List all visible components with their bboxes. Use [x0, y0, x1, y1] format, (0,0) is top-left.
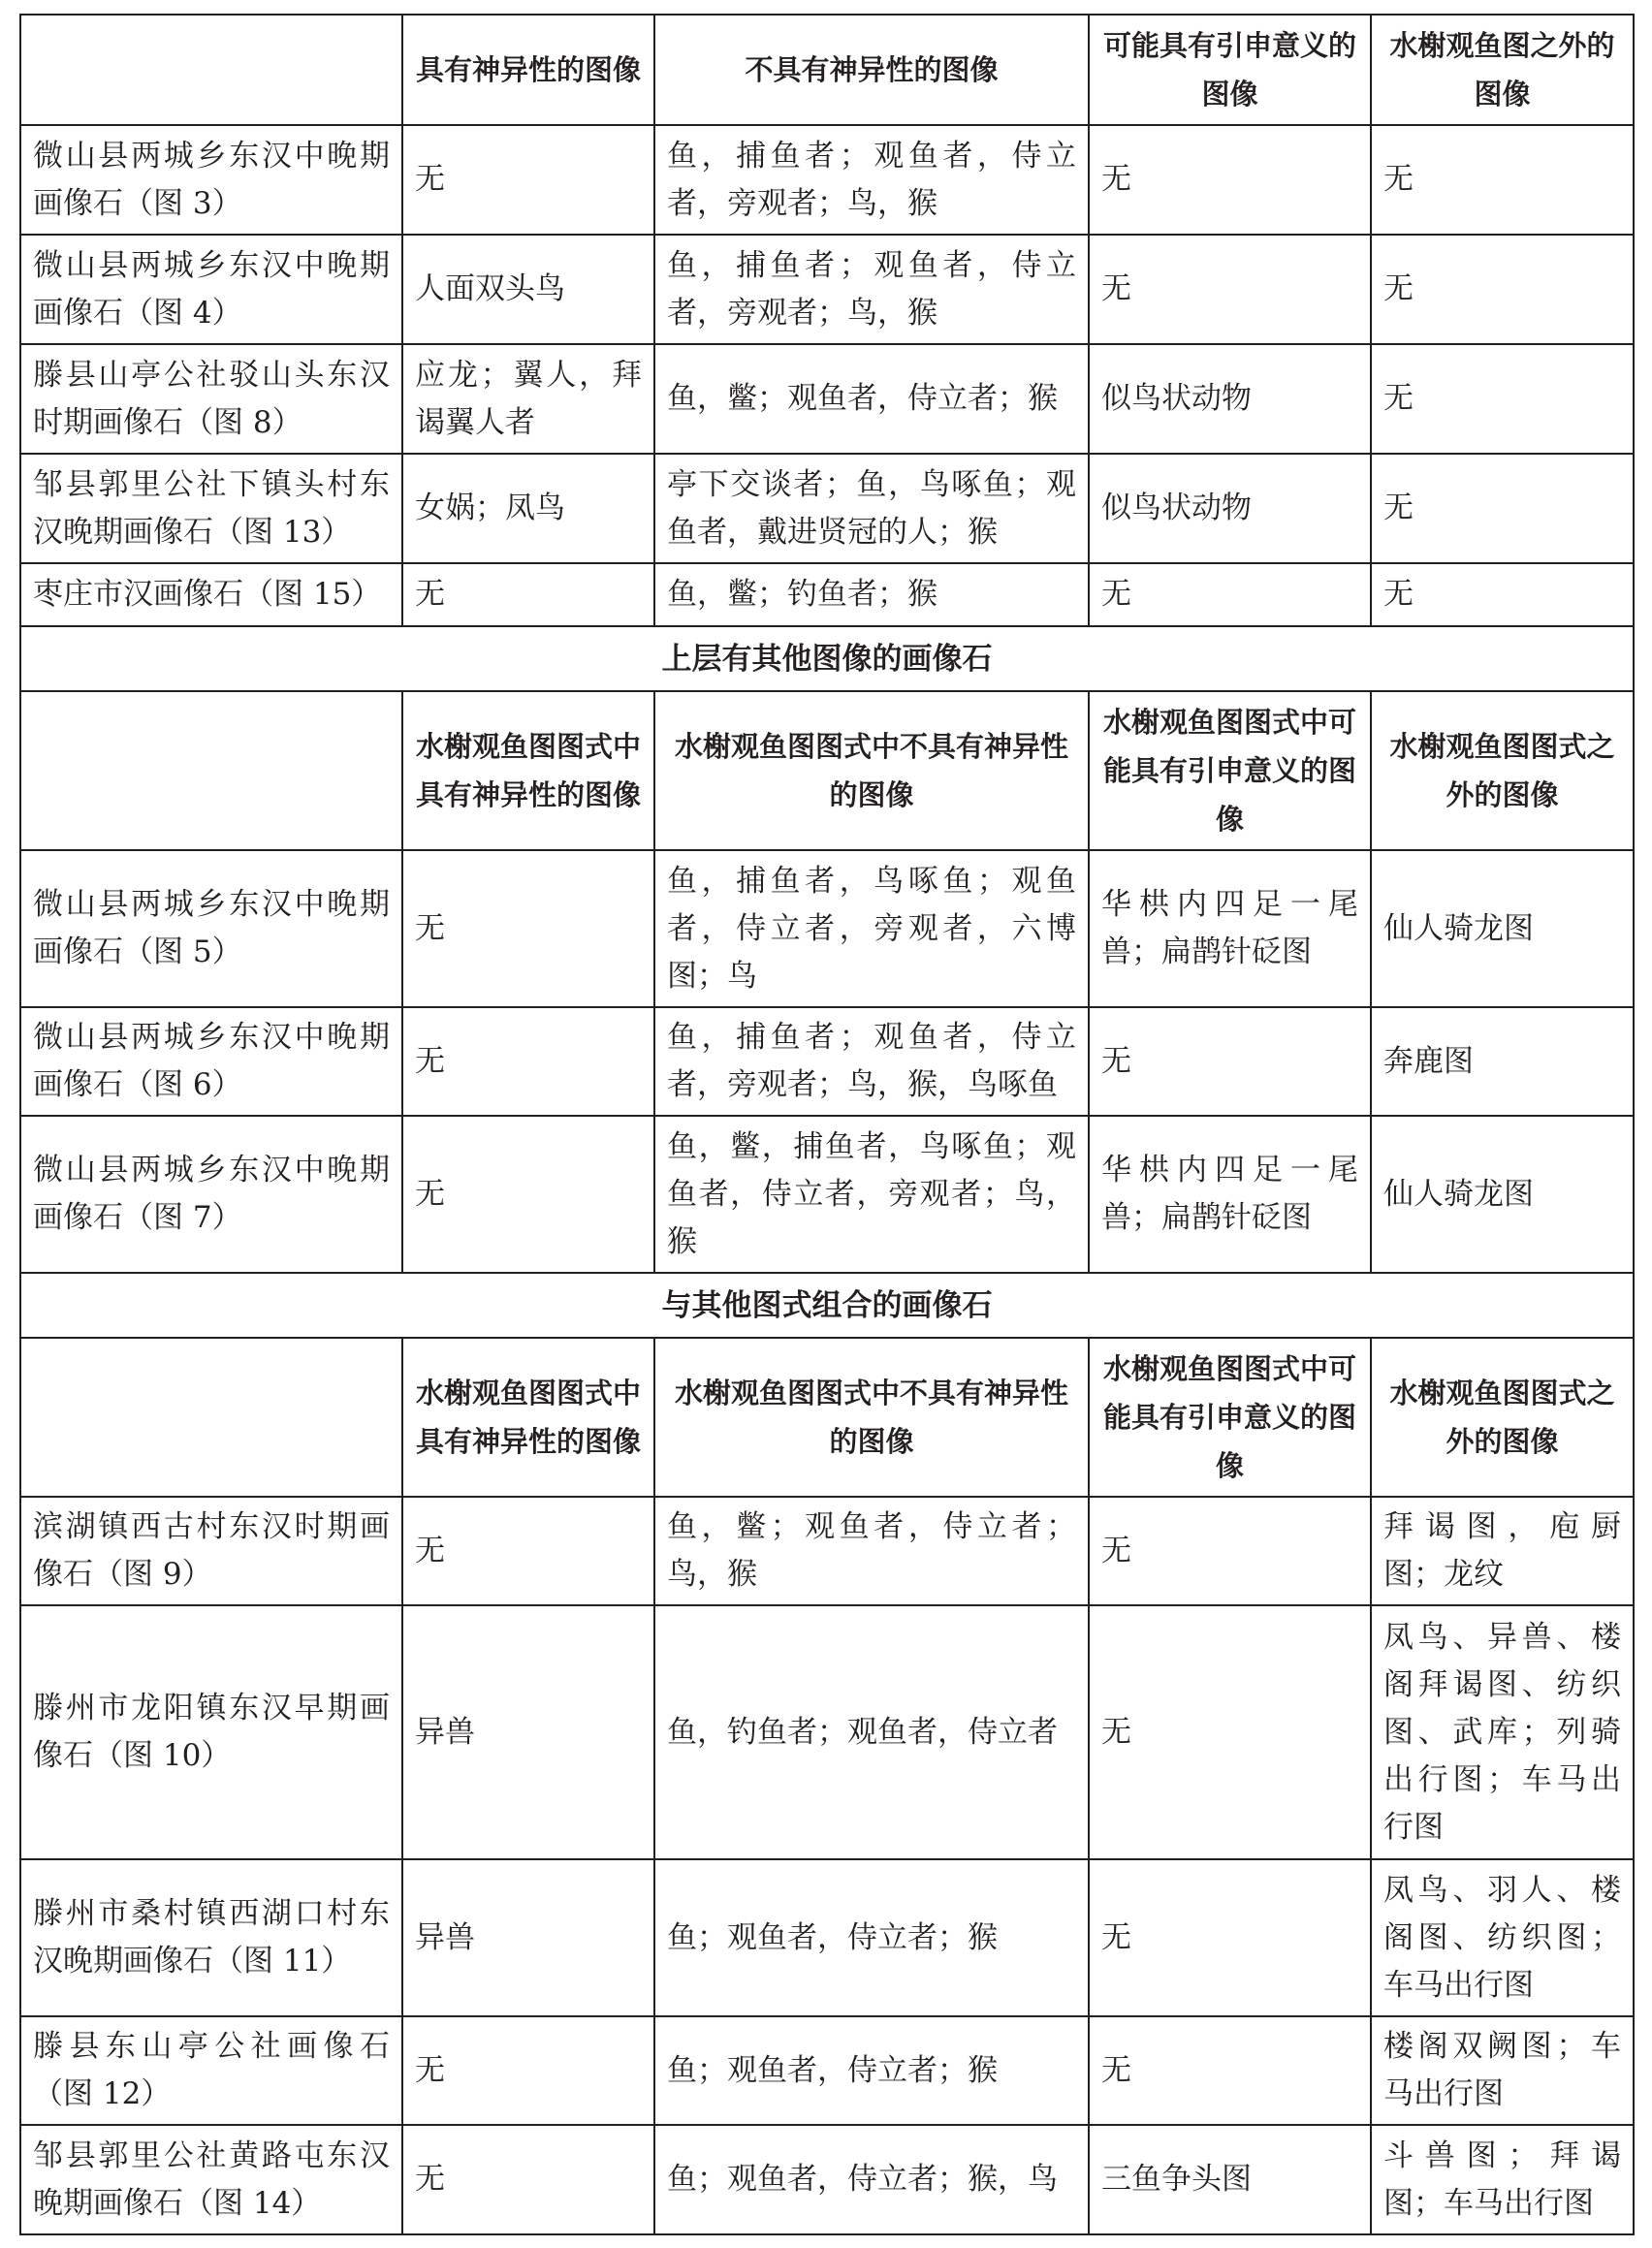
outside-scene-cell: 无: [1371, 454, 1634, 563]
outside-scene-cell: 奔鹿图: [1371, 1007, 1634, 1116]
header-cell-outside-scene: 水榭观鱼图图式之外的图像: [1371, 691, 1634, 850]
divine-cell: 无: [402, 563, 654, 626]
divine-cell: 女娲；凤鸟: [402, 454, 654, 563]
header-cell-outside-scene: 水榭观鱼图之外的图像: [1371, 15, 1634, 125]
divine-cell: 无: [402, 125, 654, 235]
stone-name-cell: 微山县两城乡东汉中晚期画像石（图 3）: [20, 125, 402, 235]
header-cell-extended-meaning: 可能具有引申意义的图像: [1089, 15, 1371, 125]
non-divine-cell: 鱼，鳖，捕鱼者，鸟啄鱼；观鱼者，侍立者，旁观者；鸟，猴: [654, 1116, 1089, 1273]
table-row: [20, 563, 1634, 626]
non-divine-cell: 鱼，鳖；钓鱼者；猴: [654, 563, 1089, 626]
stone-name-cell: 枣庄市汉画像石（图 15）: [20, 563, 402, 626]
non-divine-cell: 鱼，捕鱼者；观鱼者，侍立者，旁观者；鸟，猴，鸟啄鱼: [654, 1007, 1089, 1116]
extended-meaning-cell: 无: [1089, 235, 1371, 344]
non-divine-cell: 亭下交谈者；鱼，鸟啄鱼；观鱼者，戴进贤冠的人；猴: [654, 454, 1089, 563]
table-row: [20, 1859, 1634, 2016]
stone-name-cell: 滨湖镇西古村东汉时期画像石（图 9）: [20, 1497, 402, 1605]
table-row: [20, 850, 1634, 1007]
outside-scene-cell: 无: [1371, 563, 1634, 626]
header-cell-divine: 水榭观鱼图图式中具有神异性的图像: [402, 1338, 654, 1497]
extended-meaning-cell: 三鱼争头图: [1089, 2125, 1371, 2234]
table-row: [20, 1497, 1634, 1605]
stone-name-cell: 滕县山亭公社驳山头东汉时期画像石（图 8）: [20, 344, 402, 454]
header-cell-empty: [20, 1338, 402, 1497]
stone-name-cell: 微山县两城乡东汉中晚期画像石（图 5）: [20, 850, 402, 1007]
stone-name-cell: 滕州市桑村镇西湖口村东汉晚期画像石（图 11）: [20, 1859, 402, 2016]
header-row-3: [20, 1338, 1634, 1497]
table-row: [20, 1605, 1634, 1859]
divine-cell: 人面双头鸟: [402, 235, 654, 344]
table-row: [20, 125, 1634, 235]
table-row: [20, 1007, 1634, 1116]
section-title-upper-layer: 上层有其他图像的画像石: [20, 626, 1634, 691]
header-cell-divine: 具有神异性的图像: [402, 15, 654, 125]
extended-meaning-cell: 似鸟状动物: [1089, 454, 1371, 563]
section-row: [20, 626, 1634, 691]
section-row: [20, 1273, 1634, 1338]
non-divine-cell: 鱼；观鱼者，侍立者；猴: [654, 2016, 1089, 2125]
header-cell-non-divine: 不具有神异性的图像: [654, 15, 1089, 125]
outside-scene-cell: 凤鸟、异兽、楼阁拜谒图、纺织图、武库；列骑出行图；车马出行图: [1371, 1605, 1634, 1859]
header-cell-extended-meaning: 水榭观鱼图图式中可能具有引申意义的图像: [1089, 691, 1371, 850]
non-divine-cell: 鱼，鳖；观鱼者，侍立者；鸟，猴: [654, 1497, 1089, 1605]
extended-meaning-cell: 无: [1089, 1605, 1371, 1859]
header-cell-divine: 水榭观鱼图图式中具有神异性的图像: [402, 691, 654, 850]
header-cell-extended-meaning: 水榭观鱼图图式中可能具有引申意义的图像: [1089, 1338, 1371, 1497]
extended-meaning-cell: 无: [1089, 1007, 1371, 1116]
header-row-2: [20, 691, 1634, 850]
divine-cell: 无: [402, 2016, 654, 2125]
extended-meaning-cell: 无: [1089, 125, 1371, 235]
outside-scene-cell: 楼阁双阙图；车马出行图: [1371, 2016, 1634, 2125]
image-classification-table: [19, 14, 1635, 2235]
divine-cell: 应龙；翼人，拜谒翼人者: [402, 344, 654, 454]
outside-scene-cell: 无: [1371, 125, 1634, 235]
stone-name-cell: 邹县郭里公社黄路屯东汉晚期画像石（图 14）: [20, 2125, 402, 2234]
divine-cell: 无: [402, 1007, 654, 1116]
divine-cell: 异兽: [402, 1859, 654, 2016]
outside-scene-cell: 斗兽图；拜谒图；车马出行图: [1371, 2125, 1634, 2234]
outside-scene-cell: 凤鸟、羽人、楼阁图、纺织图；车马出行图: [1371, 1859, 1634, 2016]
table-row: [20, 2016, 1634, 2125]
stone-name-cell: 微山县两城乡东汉中晚期画像石（图 7）: [20, 1116, 402, 1273]
divine-cell: 异兽: [402, 1605, 654, 1859]
outside-scene-cell: 拜谒图，庖厨图；龙纹: [1371, 1497, 1634, 1605]
divine-cell: 无: [402, 1116, 654, 1273]
stone-name-cell: 邹县郭里公社下镇头村东汉晚期画像石（图 13）: [20, 454, 402, 563]
outside-scene-cell: 无: [1371, 344, 1634, 454]
divine-cell: 无: [402, 1497, 654, 1605]
header-cell-outside-scene: 水榭观鱼图图式之外的图像: [1371, 1338, 1634, 1497]
table-row: [20, 1116, 1634, 1273]
header-cell-non-divine: 水榭观鱼图图式中不具有神异性的图像: [654, 1338, 1089, 1497]
divine-cell: 无: [402, 2125, 654, 2234]
extended-meaning-cell: 无: [1089, 1859, 1371, 2016]
extended-meaning-cell: 似鸟状动物: [1089, 344, 1371, 454]
divine-cell: 无: [402, 850, 654, 1007]
table-row: [20, 235, 1634, 344]
stone-name-cell: 滕州市龙阳镇东汉早期画像石（图 10）: [20, 1605, 402, 1859]
non-divine-cell: 鱼，捕鱼者，鸟啄鱼；观鱼者，侍立者，旁观者，六博图；鸟: [654, 850, 1089, 1007]
table-row: [20, 454, 1634, 563]
header-cell-non-divine: 水榭观鱼图图式中不具有神异性的图像: [654, 691, 1089, 850]
stone-name-cell: 微山县两城乡东汉中晚期画像石（图 6）: [20, 1007, 402, 1116]
table-row: [20, 344, 1634, 454]
header-cell-empty: [20, 691, 402, 850]
stone-name-cell: 滕县东山亭公社画像石（图 12）: [20, 2016, 402, 2125]
table-row: [20, 2125, 1634, 2234]
extended-meaning-cell: 无: [1089, 563, 1371, 626]
extended-meaning-cell: 无: [1089, 2016, 1371, 2125]
header-cell-empty: [20, 15, 402, 125]
stone-name-cell: 微山县两城乡东汉中晚期画像石（图 4）: [20, 235, 402, 344]
non-divine-cell: 鱼，捕鱼者；观鱼者，侍立者，旁观者；鸟，猴: [654, 235, 1089, 344]
non-divine-cell: 鱼；观鱼者，侍立者；猴，鸟: [654, 2125, 1089, 2234]
non-divine-cell: 鱼，捕鱼者；观鱼者，侍立者，旁观者；鸟，猴: [654, 125, 1089, 235]
extended-meaning-cell: 无: [1089, 1497, 1371, 1605]
section-title-combined-scenes: 与其他图式组合的画像石: [20, 1273, 1634, 1338]
non-divine-cell: 鱼，鳖；观鱼者，侍立者；猴: [654, 344, 1089, 454]
extended-meaning-cell: 华栱内四足一尾兽；扁鹊针砭图: [1089, 1116, 1371, 1273]
outside-scene-cell: 无: [1371, 235, 1634, 344]
extended-meaning-cell: 华栱内四足一尾兽；扁鹊针砭图: [1089, 850, 1371, 1007]
non-divine-cell: 鱼；观鱼者，侍立者；猴: [654, 1859, 1089, 2016]
header-row-1: [20, 15, 1634, 125]
outside-scene-cell: 仙人骑龙图: [1371, 850, 1634, 1007]
outside-scene-cell: 仙人骑龙图: [1371, 1116, 1634, 1273]
non-divine-cell: 鱼，钓鱼者；观鱼者，侍立者: [654, 1605, 1089, 1859]
